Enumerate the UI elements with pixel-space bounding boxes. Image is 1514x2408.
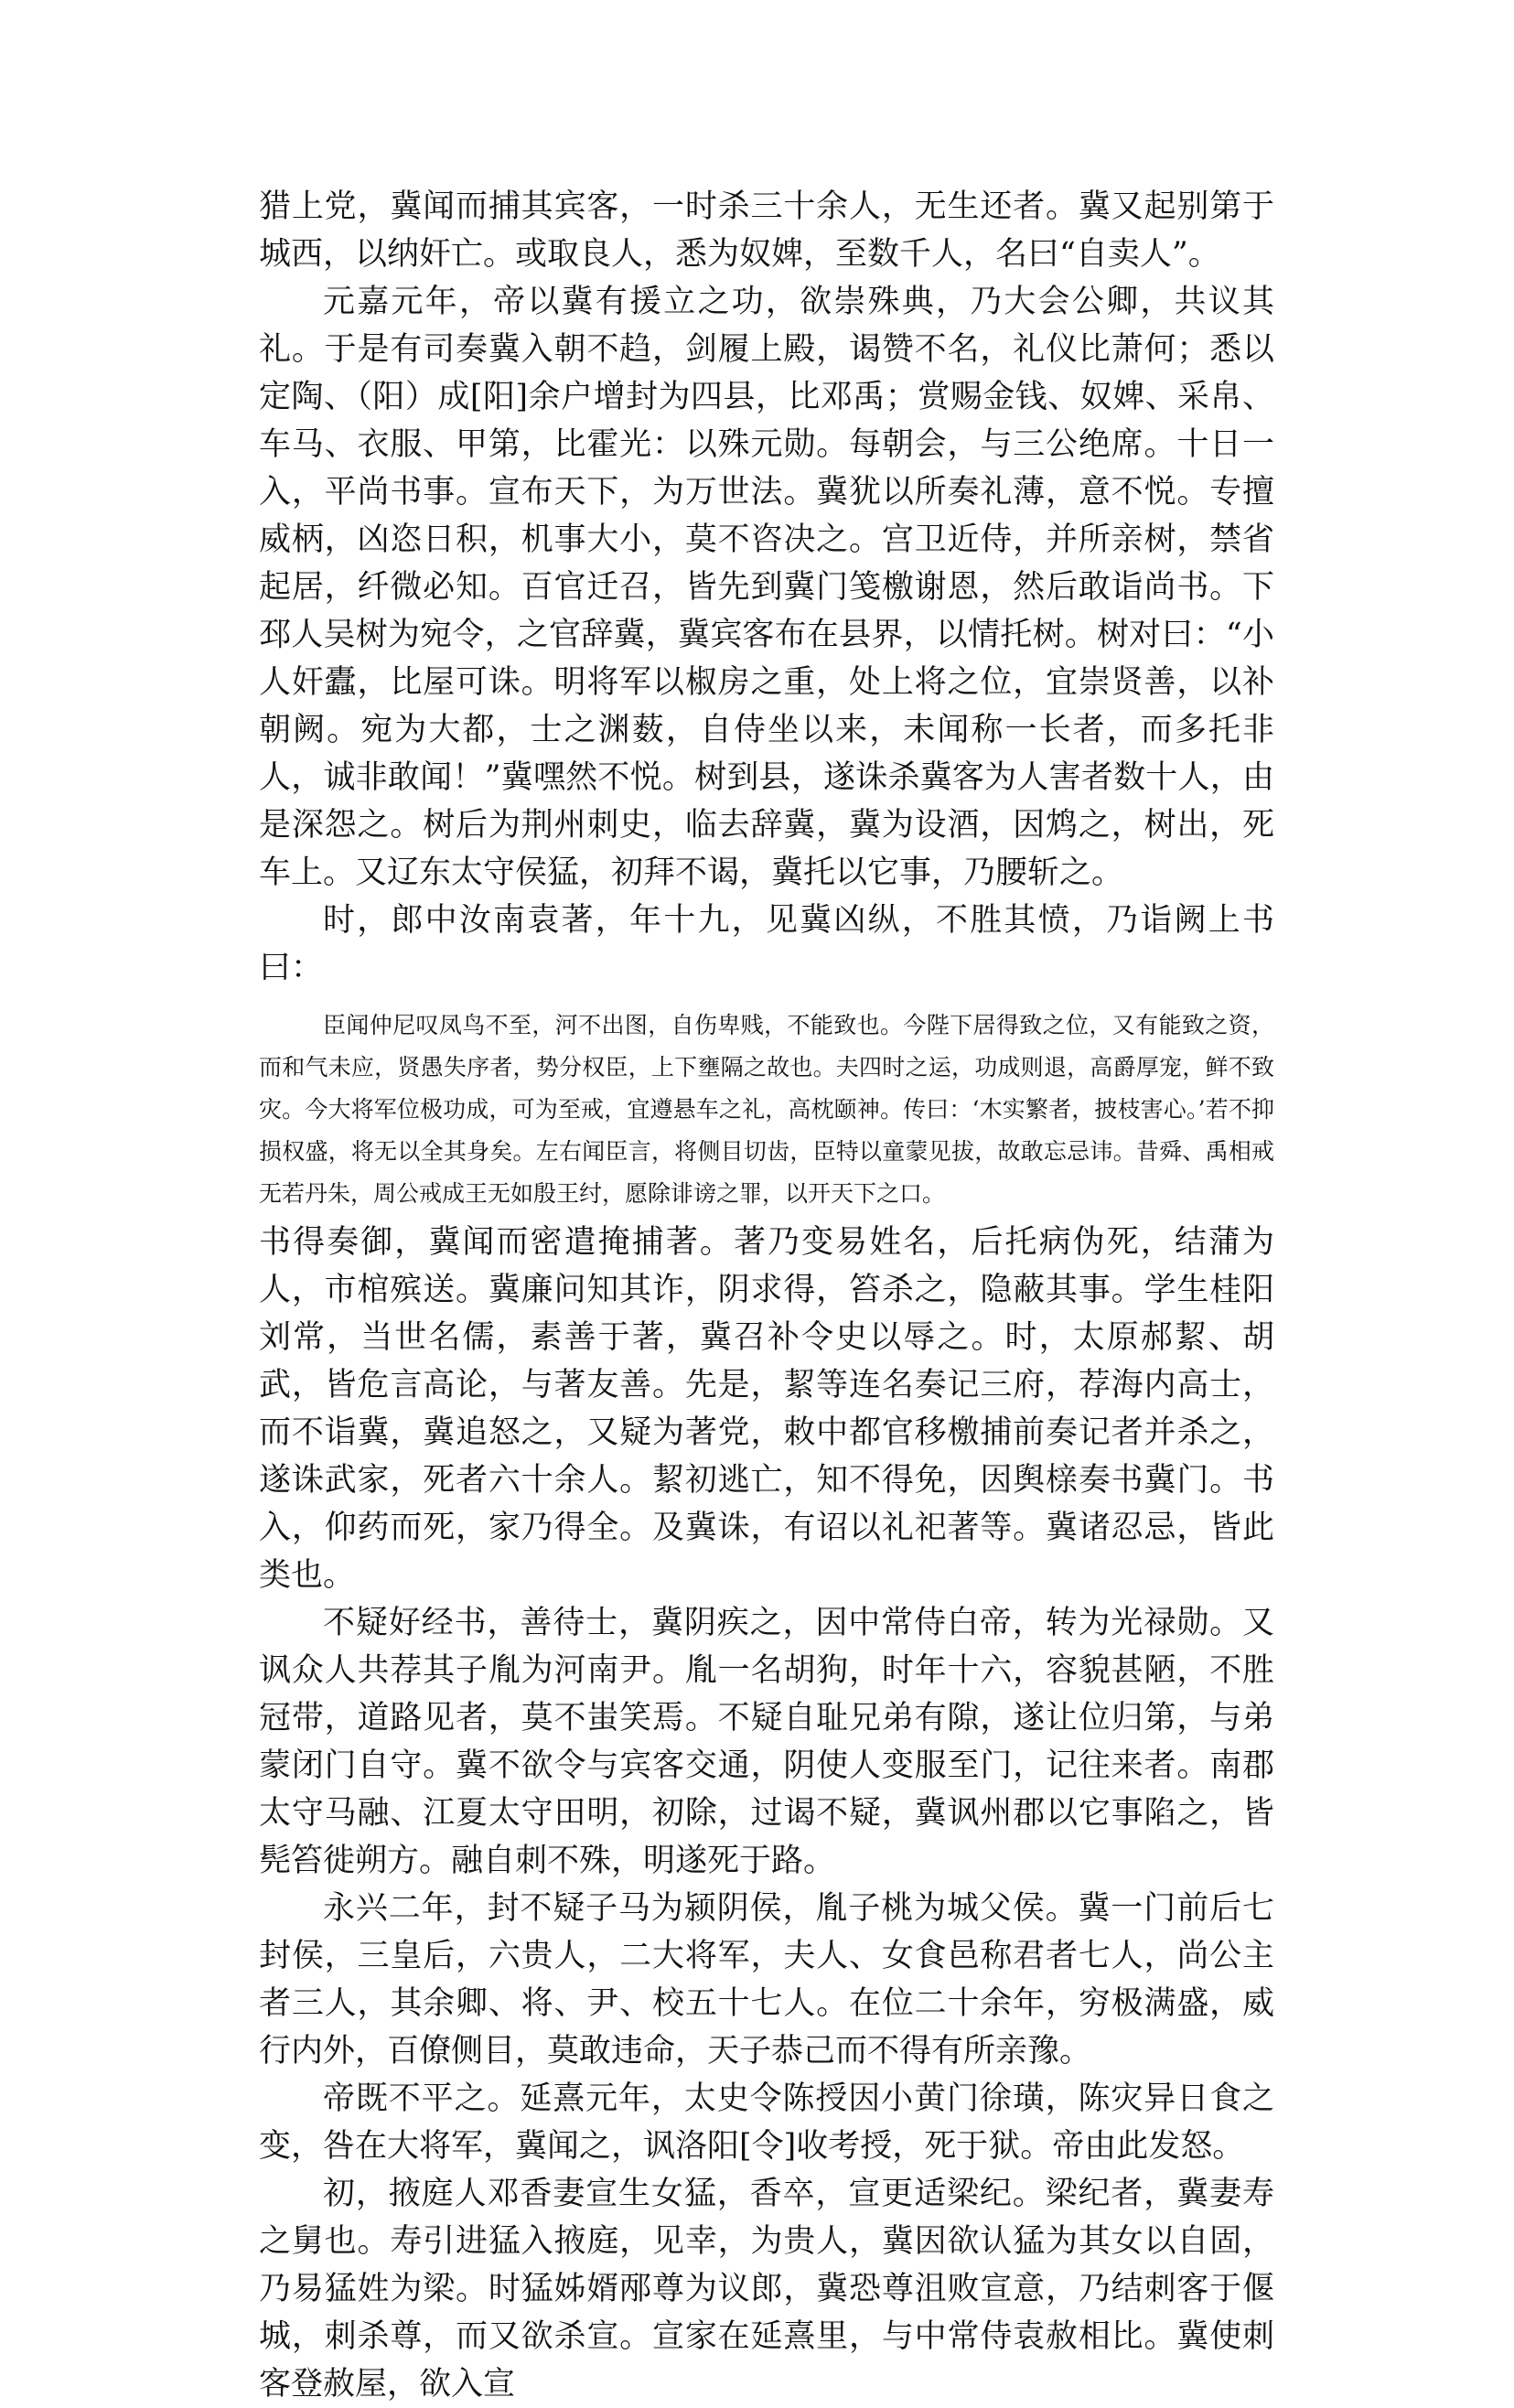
paragraph: 永兴二年，封不疑子马为颍阴侯，胤子桃为城父侯。冀一门前后七封侯，三皇后，六贵人，二大将军，夫人、女食邑称君者七人，尚公主者三人，其余卿、将、尹、校五十七人。在位二十余年，穷极满盛，威行内外，百僚侧目，莫敢违命，天子恭己而不得有所亲豫。 [259,1890,1274,2069]
paragraph: 帝既不平之。延熹元年，太史令陈授因小黄门徐璜，陈灾异日食之变，咎在大将军，冀闻之，讽洛阳[令]收考授，死于狱。帝由此发怒。 [259,2080,1274,2165]
paragraph: 时，郎中汝南袁著，年十九，见冀凶纵，不胜其愤，乃诣阙上书曰： [259,902,1274,986]
memorial-quote: 臣闻仲尼叹凤鸟不至，河不出图，自伤卑贱，不能致也。今陛下居得致之位，又有能致之资，而和气未应，贤愚失序者，势分权臣，上下壅隔之故也。夫四时之运，功成则退，高爵厚宠，鲜不致灾。今大将军位极功成，可为至戒，宜遵悬车之礼，高枕颐神。传曰：‘木实繁者，披枝害心。’若不抑损权盛，将无以全其身矣。左右闻臣言，将侧目切齿，臣特以童蒙见拔，故敢忘忌讳。昔舜、禹相戒无若丹朱，周公戒成王无如殷王纣，愿除诽谤之罪，以开天下之口。 [259,1012,1274,1207]
paragraph: 初，掖庭人邓香妻宣生女猛，香卒，宣更适梁纪。梁纪者，冀妻寿之舅也。寿引进猛入掖庭，见幸，为贵人，冀因欲认猛为其女以自固，乃易猛姓为梁。时猛姊婿邴尊为议郎，冀恐尊沮败宣意，乃结刺客于偃城，刺杀尊，而又欲杀宣。宣家在延熹里，与中常侍袁赦相比。冀使刺客登赦屋，欲入宣 [259,2176,1274,2403]
paragraph: 书得奏御，冀闻而密遣掩捕著。著乃变易姓名，后托病伪死，结蒲为人，市棺殡送。冀廉问知其诈，阴求得，笞杀之，隐蔽其事。学生桂阳刘常，当世名儒，素善于著，冀召补令史以辱之。时，太原郝絜、胡武，皆危言高论，与著友善。先是，絜等连名奏记三府，荐海内高士，而不诣冀，冀追怒之，又疑为著党，敕中都官移檄捕前奏记者并杀之，遂诛武家，死者六十余人。絜初逃亡，知不得免，因舆榇奏书冀门。书入，仰药而死，家乃得全。及冀诛，有诏以礼祀著等。冀诸忍忌，皆此类也。 [259,1224,1274,1594]
paragraph: 猎上党，冀闻而捕其宾客，一时杀三十余人，无生还者。冀又起别第于城西，以纳奸亡。或取良人，悉为奴婢，至数千人，名曰“自卖人”。 [259,188,1274,273]
paragraph: 元嘉元年，帝以冀有援立之功，欲崇殊典，乃大会公卿，共议其礼。于是有司奏冀入朝不趋，剑履上殿，谒赞不名，礼仪比萧何；悉以定陶、（阳）成[阳]余户增封为四县，比邓禹；赏赐金钱、奴婢、采帛、车马、衣服、甲第，比霍光：以殊元勋。每朝会，与三公绝席。十日一入，平尚书事。宣布天下，为万世法。冀犹以所奏礼薄，意不悦。专擅威柄，凶恣日积，机事大小，莫不咨决之。宫卫近侍，并所亲树，禁省起居，纤微必知。百官迁召，皆先到冀门笺檄谢恩，然后敢诣尚书。下邳人吴树为宛令，之官辞冀，冀宾客布在县界，以情托树。树对曰：“小人奸蠹，比屋可诛。明将军以椒房之重，处上将之位，宜崇贤善，以补朝阙。宛为大都，士之渊薮，自侍坐以来，未闻称一长者，而多托非人，诚非敢闻！”冀嘿然不悦。树到县，遂诛杀冀客为人害者数十人，由是深怨之。树后为荆州刺史，临去辞冀，冀为设酒，因鸩之，树出，死车上。又辽东太守侯猛，初拜不谒，冀托以它事，乃腰斩之。 [259,284,1274,891]
paragraph: 不疑好经书，善待士，冀阴疾之，因中常侍白帝，转为光禄勋。又讽众人共荐其子胤为河南尹。胤一名胡狗，时年十六，容貌甚陋，不胜冠带，道路见者，莫不蚩笑焉。不疑自耻兄弟有隙，遂让位归第，与弟蒙闭门自守。冀不欲令与宾客交通，阴使人变服至门，记往来者。南郡太守马融、江夏太守田明，初除，过谒不疑，冀讽州郡以它事陷之，皆髡笞徙朔方。融自刺不殊，明遂死于路。 [259,1605,1274,1879]
document-page [259,183,1274,2408]
